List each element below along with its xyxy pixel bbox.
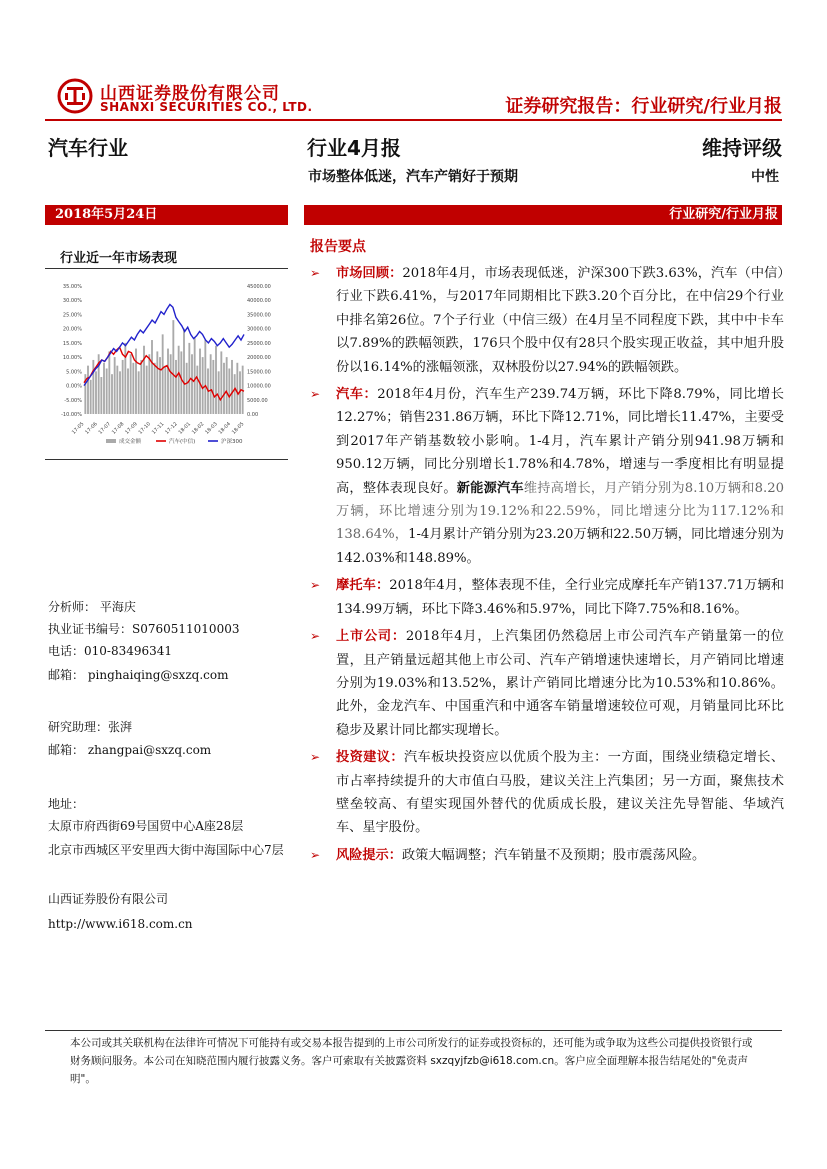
volume-bar: [234, 374, 236, 414]
header-rule: [45, 119, 782, 121]
volume-bar: [223, 363, 225, 414]
performance-chart: [48, 278, 286, 450]
license-number: 执业证书编号：S0760511010003: [48, 622, 240, 636]
volume-bar: [127, 368, 129, 414]
volume-bar: [215, 346, 217, 414]
arrow-icon: ➢: [310, 629, 321, 644]
x-tick-label: 17-06: [84, 421, 99, 436]
divider: [45, 268, 288, 269]
volume-bar: [119, 371, 121, 414]
volume-bar: [132, 363, 134, 414]
report-type: 证券研究报告：行业研究/行业月报: [505, 96, 782, 117]
volume-bar: [116, 366, 118, 414]
y-right-tick-label: 25000.00: [247, 340, 271, 347]
keypoint-auto: [306, 383, 784, 570]
industry-title: 汽车行业: [48, 136, 128, 160]
divider: [45, 459, 288, 460]
arrow-icon: ➢: [310, 387, 321, 402]
volume-bar: [191, 354, 193, 414]
address-beijing: 北京市西城区平安里西大街中海国际中心7层: [48, 843, 284, 857]
y-right-tick-label: 10000.00: [247, 383, 271, 390]
rating-value: 中性: [751, 169, 779, 185]
keypoint-text: 2018年4月，市场表现低迷，沪深300下跌3.63%，汽车（中信）行业下跌6.41%，与2017年同期相比下跌3.20个百分比，在中信29个行业中排名第26位。7个子行业（中信三级）在4月呈不同程度下跌，其中中卡车以7.89%的跌幅领跌，176只个股中仅有28只个股实现正收益，其中旭升股份以16.14%的涨幅领涨，双林股份以27.94%的跌幅领跌。: [336, 266, 784, 375]
keypoint-lead: 汽车：: [336, 387, 378, 403]
volume-bar: [183, 329, 185, 414]
y-right-tick-label: 40000.00: [247, 298, 271, 305]
legend-swatch: [106, 439, 116, 443]
volume-bar: [194, 337, 196, 414]
volume-bar: [175, 360, 177, 414]
volume-bar: [218, 371, 220, 414]
y-right-tick-label: 35000.00: [247, 312, 271, 319]
x-tick-label: 18-05: [230, 421, 246, 436]
volume-bar: [138, 371, 140, 414]
x-tick-label: 17-09: [124, 421, 139, 436]
volume-bar: [143, 346, 145, 414]
volume-bar: [124, 343, 126, 414]
keypoint-market-review: [306, 262, 784, 379]
y-right-tick-label: 30000.00: [247, 326, 271, 333]
keypoints-body: [306, 262, 784, 871]
date-bar: 2018年5月24日: [45, 205, 288, 225]
phone: 电话：010-83496341: [48, 644, 173, 658]
legend-label: 汽车(中信): [169, 439, 196, 445]
volume-bar: [164, 366, 166, 414]
report-subtitle: 市场整体低迷，汽车产销好于预期: [308, 169, 518, 185]
arrow-icon: ➢: [310, 847, 321, 862]
arrow-icon: ➢: [310, 578, 321, 593]
address-label: 地址：: [48, 797, 85, 811]
company-name-en: SHANXI SECURITIES CO., LTD.: [100, 100, 313, 114]
x-tick-label: 18-01: [177, 421, 193, 436]
x-tick-label: 17-11: [150, 421, 166, 436]
arrow-icon: ➢: [310, 750, 321, 765]
volume-bar: [172, 320, 174, 414]
keypoint-text: 政策大幅调整；汽车销量不及预期；股市震荡风险。: [401, 847, 706, 863]
volume-bar: [100, 377, 102, 414]
volume-bar: [122, 360, 124, 414]
y-left-tick-label: 30.00%: [62, 298, 82, 305]
y-left-tick-label: 15.00%: [62, 340, 82, 347]
volume-bar: [167, 349, 169, 414]
keypoint-lead: 摩托车：: [336, 578, 390, 594]
auto-index-line: [84, 347, 244, 400]
x-tick-label: 17-10: [137, 421, 153, 436]
y-left-tick-label: -10.00%: [61, 412, 82, 418]
x-tick-label: 17-12: [164, 421, 179, 436]
volume-bar: [162, 334, 164, 414]
volume-bar: [92, 360, 94, 414]
x-tick-label: 17-07: [97, 421, 113, 436]
volume-bar: [95, 371, 97, 414]
volume-bar: [204, 340, 206, 414]
volume-bar: [151, 340, 153, 414]
volume-bar: [87, 366, 89, 414]
volume-bar: [170, 354, 172, 414]
keypoint-tail: 1-4月累计产销分别为23.20万辆和22.50万辆，同比增速分别为142.03%和148.89%。: [336, 527, 784, 566]
assistant-email[interactable]: 邮箱： zhangpai@sxzq.com: [48, 743, 212, 757]
volume-bar: [236, 363, 238, 414]
assistant: 研究助理：张湃: [48, 720, 133, 734]
volume-bar: [148, 354, 150, 414]
keypoint-text: 2018年4月，整体表现不佳，全行业完成摩托车产销137.71万辆和134.99万辆，环比下降3.46%和5.97%，同比下降7.75%和8.16%。: [336, 578, 785, 617]
volume-bar: [220, 351, 222, 414]
x-tick-label: 18-02: [190, 421, 206, 436]
report-title: 行业4月报: [307, 136, 401, 160]
category-bar: 行业研究/行业月报: [304, 205, 782, 225]
volume-bar: [103, 363, 105, 414]
x-tick-label: 18-03: [204, 421, 219, 436]
keypoint-lead: 风险提示：: [336, 847, 402, 863]
y-left-tick-label: 20.00%: [62, 326, 82, 333]
disclaimer: [70, 1034, 770, 1088]
y-left-tick-label: 35.00%: [62, 284, 82, 290]
y-right-tick-label: 45000.00: [247, 284, 271, 290]
website-link[interactable]: http://www.i618.com.cn: [48, 917, 193, 931]
volume-bar: [114, 357, 116, 414]
volume-bar: [196, 366, 198, 414]
hs300-line: [84, 305, 244, 386]
volume-bar: [210, 354, 212, 414]
volume-bar: [90, 380, 92, 414]
legend-label: 成交金额: [119, 439, 142, 445]
volume-bar: [146, 366, 148, 414]
keypoint-lead: 投资建议：: [336, 750, 404, 766]
keypoint-listed-companies: [306, 625, 784, 742]
y-left-tick-label: 5.00%: [66, 369, 82, 376]
performance-title: 行业近一年市场表现: [60, 251, 178, 266]
volume-bar: [108, 351, 110, 414]
y-right-tick-label: 5000.00: [247, 397, 268, 404]
volume-bar: [231, 360, 233, 414]
keypoint-lead: 上市公司：: [336, 629, 406, 645]
volume-bar: [135, 349, 137, 414]
disclaimer-line-1: 本公司或其关联机构在法律许可情况下可能持有或交易本报告提到的上市公司所发行的证券或投资标的，还可能为或争取为这些公司提供投资银行或: [70, 1037, 753, 1049]
company-name: 山西证券股份有限公司: [48, 892, 169, 906]
keypoints-title: 报告要点: [310, 239, 366, 255]
y-right-tick-label: 0.00: [247, 412, 259, 418]
volume-bar: [178, 346, 180, 414]
volume-bar: [106, 368, 108, 414]
analyst: 分析师： 平海庆: [48, 600, 136, 614]
keypoint-investment: [306, 746, 784, 840]
volume-bar: [154, 363, 156, 414]
y-left-tick-label: 25.00%: [62, 312, 82, 319]
arrow-icon: ➢: [310, 266, 321, 280]
volume-bar: [159, 357, 161, 414]
keypoint-text: 2018年4月份，汽车生产239.74万辆，环比下降8.79%，同比增长12.27%；销售231.86万辆，环比下降12.71%，同比增长11.47%，主要受到2017年产销基数较小影响。1-4月，汽车累计产销分别941.98万辆和950.12万辆，同比分别增长1.78%和4.78%，增速与一季度相比有明显提高，整体表现良好。: [336, 387, 784, 496]
keypoint-lead: 市场回顾：: [336, 266, 403, 281]
keypoint-risk: [306, 844, 784, 867]
disclaimer-line-2: 财务顾问服务。本公司在知晓范围内履行披露义务。客户可索取有关披露资料 sxzqyjfzb@i618.com.cn。客户应全面理解本报告结尾处的"免责声明"。: [70, 1055, 749, 1085]
volume-bar: [186, 363, 188, 414]
keypoint-muted-text: 维持高增长，月产销分别为8.10万辆和8.20万辆，环比增速分别为19.12%和22.59%，同比增速分比为117.12%和138.64%，: [336, 480, 785, 543]
volume-bar: [212, 360, 214, 414]
volume-bar: [140, 360, 142, 414]
volume-bar: [202, 357, 204, 414]
y-left-tick-label: 0.00%: [66, 383, 82, 390]
y-right-tick-label: 15000.00: [247, 369, 271, 376]
x-tick-label: 17-05: [70, 421, 86, 436]
y-left-tick-label: 10.00%: [62, 355, 82, 362]
footer-rule: [45, 1030, 782, 1031]
volume-bar: [228, 368, 230, 414]
volume-bar: [111, 374, 113, 414]
volume-bar: [130, 354, 132, 414]
legend-label: 沪深300: [221, 439, 243, 445]
volume-bar: [156, 351, 158, 414]
keypoint-motorcycle: [306, 574, 784, 621]
volume-bar: [180, 351, 182, 414]
rating-label: 维持评级: [702, 136, 782, 160]
company-name-cn: 山西证券股份有限公司: [100, 84, 280, 104]
company-logo: [57, 78, 93, 114]
analyst-email[interactable]: 邮箱： pinghaiqing@sxzq.com: [48, 668, 229, 682]
x-tick-label: 18-04: [217, 421, 233, 436]
volume-bar: [226, 357, 228, 414]
keypoint-highlight: 新能源汽车: [456, 480, 524, 496]
x-tick-label: 17-08: [110, 421, 126, 436]
address-taiyuan: 太原市府西街69号国贸中心A座28层: [48, 819, 244, 833]
keypoint-text: 2018年4月，上汽集团仍然稳居上市公司汽车产销量第一的位置，且产销量远超其他上市公司、汽车产销增速快速增长，月产销同比增速分别为19.03%和13.52%，累计产销同比增速分比为10.53%和10.86%。此外，金龙汽车、中国重汽和中通客车销量增速较位可观，月销量同比环比稳步及累计同比都实现增长。: [336, 629, 784, 738]
keypoint-text: 汽车板块投资应以优质个股为主：一方面，围绕业绩稳定增长、市占率持续提升的大市值白马股，建议关注上汽集团；另一方面，聚焦技术壁垒较高、有望实现国外替代的优质成长股，建议关注先导智能、华域汽车、星宇股份。: [336, 750, 785, 836]
y-left-tick-label: -5.00%: [64, 397, 82, 404]
performance-chart-svg: [48, 278, 286, 450]
y-right-tick-label: 20000.00: [247, 355, 271, 362]
